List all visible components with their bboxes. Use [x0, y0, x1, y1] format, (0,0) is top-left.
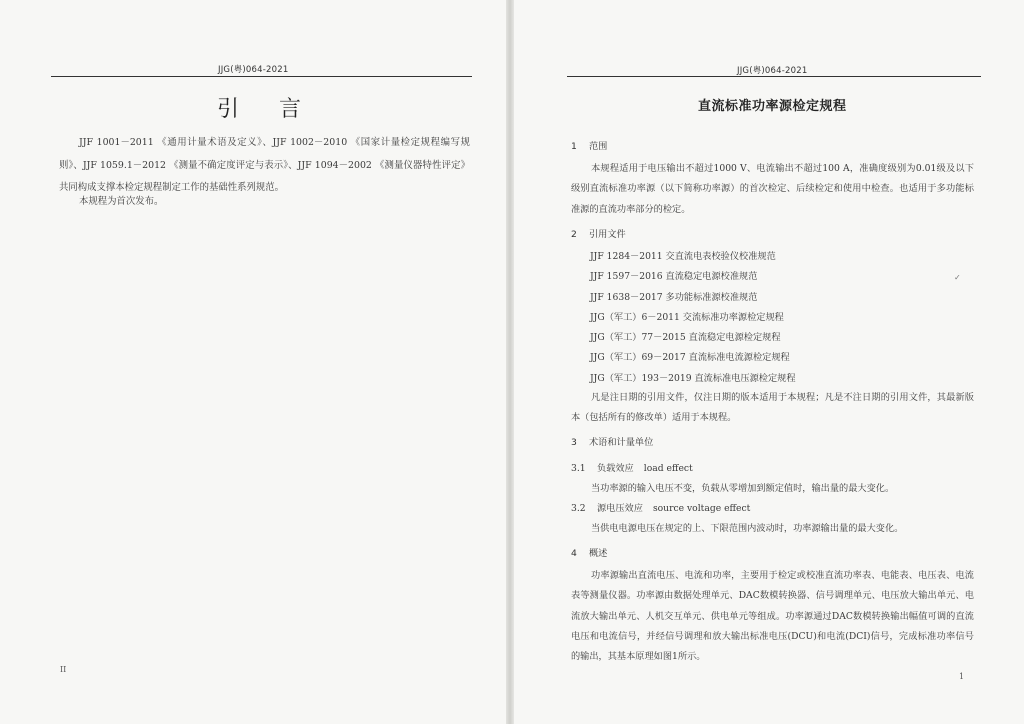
section-number: 2	[571, 229, 577, 240]
term-number: 3.2	[571, 503, 586, 514]
intro-title: 引言	[217, 97, 342, 122]
reference-item: JJF 1284－2011 交直流电表校验仪校准规范	[590, 251, 776, 262]
left-page-header: JJG(粤)064-2021	[218, 65, 289, 75]
reference-list	[590, 247, 796, 389]
section-title: 引用文件	[589, 229, 626, 240]
right-page-number: 1	[959, 672, 965, 681]
intro-first-release: 本规程为首次发布。	[79, 196, 164, 207]
reference-item: JJG（军工）77－2015 直流稳定电源检定规程	[590, 332, 781, 344]
scope-text: 本规程适用于电压输出不超过1000 V、电流输出不超过100 A，准确度级别为0.01级及以下级别直流标准功率源（以下简称功率源）的首次检定、后续检定和使用中检查。也适用于多功能标准源的直流功率部分的检定。	[571, 163, 974, 215]
right-page-header: JJG(粤)064-2021	[737, 66, 808, 76]
scan-mark: ✓	[954, 273, 961, 282]
right-header-rule	[567, 76, 981, 77]
left-header-rule	[51, 76, 472, 77]
term-english: source voltage effect	[652, 503, 751, 514]
term-english: load effect	[643, 463, 693, 474]
term-name: 源电压效应	[597, 503, 643, 514]
term-number: 3.1	[571, 463, 586, 474]
term-definition: 当功率源的输入电压不变，负载从零增加到额定值时，输出量的最大变化。	[591, 483, 895, 494]
left-page-number: II	[60, 665, 67, 674]
reference-item: JJG（军工）193－2019 直流标准电压源检定规程	[590, 372, 796, 384]
section-title: 概述	[589, 548, 608, 559]
term-name: 负载效应	[597, 463, 634, 474]
intro-paragraph: JJF 1001－2011 《通用计量术语及定义》、JJF 1002－2010 《国家计量检定规程编写规则》、JJF 1059.1－2012 《测量不确定度评定与表示》、JJF 1094－2002 《测量仪器特性评定》共同构成支撑本检定规程制定工作的基础性系列规范。	[59, 137, 470, 193]
overview-text: 功率源输出直流电压、电流和功率，主要用于检定或校准直流功率表、电能表、电压表、电流表等测量仪器。功率源由数据处理单元、DAC数模转换器、信号调理单元、电压放大输出单元、电流放大输出单元、人机交互单元、供电单元等组成。功率源通过DAC数模转换输出幅值可调的直流电压和电流信号，并经信号调理和放大输出标准电压(DCU)和电流(DCI)信号，完成标准功率信号的输出，其基本原理如图1所示。	[571, 570, 974, 663]
reference-item: JJG（军工）6－2011 交流标准功率源检定规程	[590, 311, 784, 323]
section-number: 4	[571, 548, 577, 559]
section-title: 范围	[589, 141, 608, 152]
section-heading-overview	[571, 545, 607, 559]
term-heading-source-voltage-effect	[571, 500, 750, 514]
term-heading-load-effect	[571, 460, 693, 474]
reference-item: JJF 1638－2017 多功能标准源校准规范	[590, 291, 758, 303]
reference-note: 凡是注日期的引用文件，仅注日期的版本适用于本规程；凡是不注日期的引用文件，其最新版本（包括所有的修改单）适用于本规程。	[571, 392, 974, 424]
section-title: 术语和计量单位	[589, 437, 654, 448]
section-number: 1	[571, 141, 577, 152]
document-title: 直流标准功率源检定规程	[698, 99, 847, 114]
section-heading-references	[571, 226, 626, 240]
book-gutter	[506, 0, 514, 724]
term-definition: 当供电电源电压在规定的上、下限范围内波动时，功率源输出量的最大变化。	[591, 523, 904, 534]
section-number: 3	[571, 437, 577, 448]
section-heading-terms	[571, 434, 653, 448]
reference-item: JJF 1597－2016 直流稳定电源校准规范	[590, 271, 758, 283]
reference-item: JJG（军工）69－2017 直流标准电流源检定规程	[590, 352, 790, 364]
section-heading-scope	[571, 138, 607, 152]
